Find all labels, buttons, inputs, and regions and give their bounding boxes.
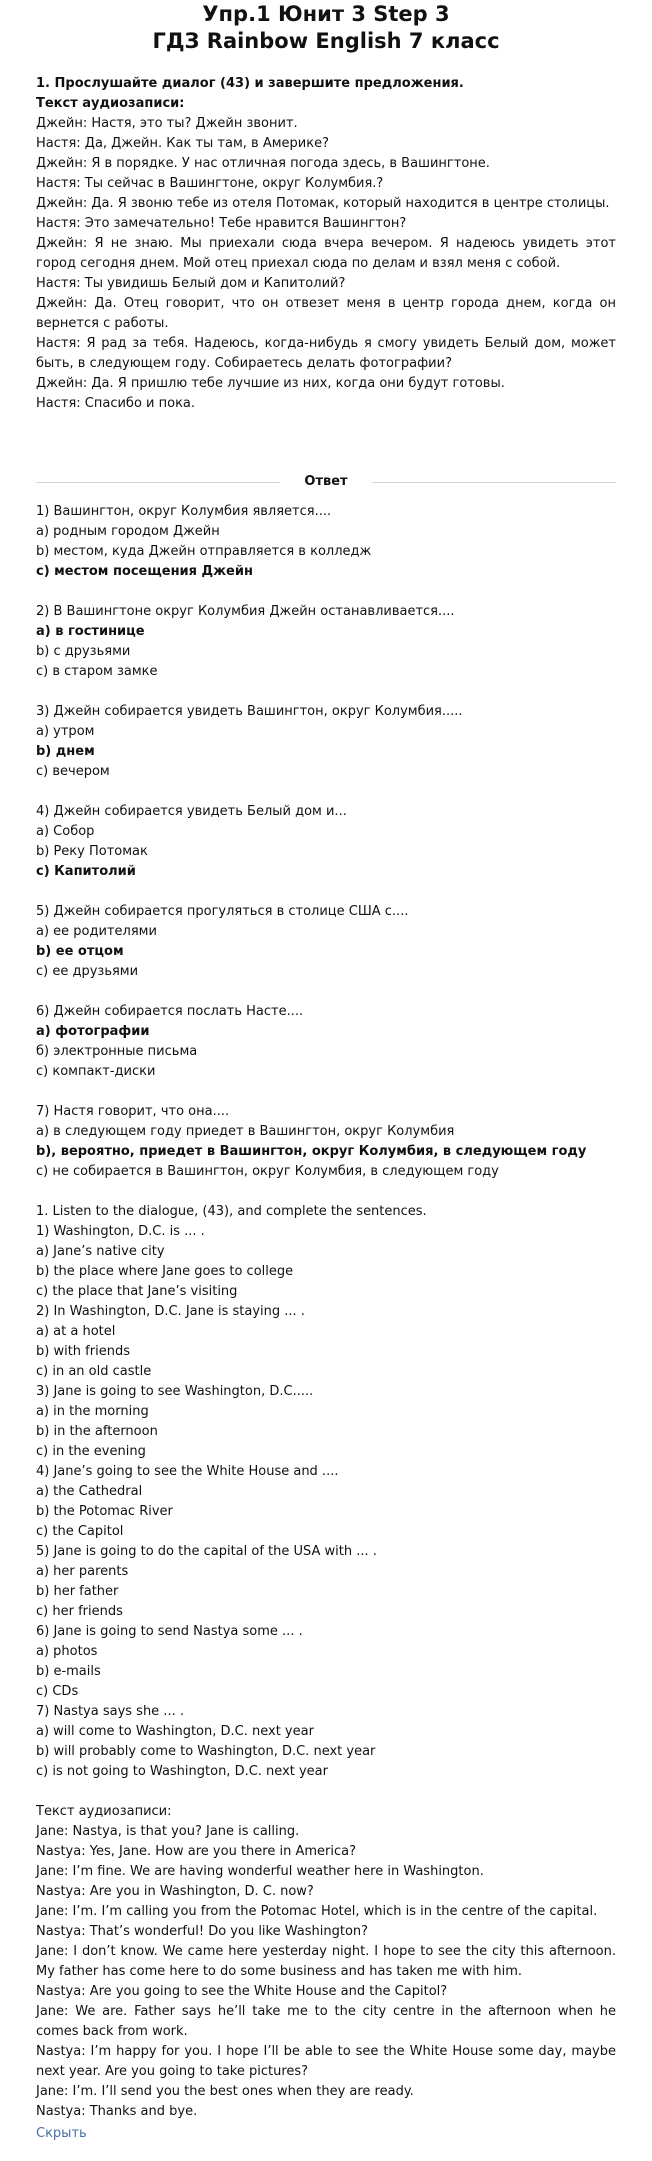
english-task-line: 7) Nastya says she ... . [36,1704,184,1719]
english-transcript-lines [36,1822,616,2122]
english-task-line: a) the Cathedral [36,1484,143,1499]
question-group [36,602,616,682]
answer-option: a) Собор [36,824,95,839]
english-task-line: 5) Jane is going to do the capital of the USA with ... . [36,1544,377,1559]
english-task-line: a) at a hotel [36,1324,116,1339]
english-task-line: a) her parents [36,1564,129,1579]
correct-answer-option: b) днем [36,744,95,759]
answer-option: b) с друзьями [36,644,131,659]
english-task-line: 1. Listen to the dialogue, (43), and complete the sentences. [36,1204,427,1219]
question-text: 3) Джейн собирается увидеть Вашингтон, округ Колумбия..... [36,704,463,719]
dialogue-line: Джейн: Да. Я пришлю тебе лучшие из них, когда они будут готовы. [36,376,505,391]
answers-ru [36,502,616,1182]
dialogue-line: Настя: Я рад за тебя. Надеюсь, когда-нибудь я смогу увидеть Белый дом, может быть, в следующем году. Собираетесь делать фотографии? [36,336,616,371]
dialogue-line: Джейн: Я не знаю. Мы приехали сюда вчера вечером. Я надеюсь увидеть этот город сегодня днем. Мой отец приехал сюда по делам и взял меня с собой. [36,236,616,271]
answer-option: a) родным городом Джейн [36,524,220,539]
correct-answer-option: b) ее отцом [36,944,124,959]
english-task-line: 1) Washington, D.C. is ... . [36,1224,205,1239]
page-title: Упр.1 Юнит 3 Step 3 [202,2,450,26]
correct-answer-option: c) местом посещения Джейн [36,564,253,579]
english-task-line: b) will probably come to Washington, D.C. next year [36,1744,376,1759]
task-section [36,74,616,414]
answer-option: c) вечером [36,764,110,779]
english-dialogue-line: Jane: I’m. I’m calling you from the Potomac Hotel, which is in the centre of the capital. [36,1904,598,1919]
answer-label: Ответ [304,474,348,489]
correct-answer-option: a) в гостинице [36,624,145,639]
question-text: 2) В Вашингтоне округ Колумбия Джейн останавливается.... [36,604,455,619]
question-group [36,1002,616,1082]
english-task [36,1202,616,1782]
english-task-line: a) photos [36,1644,98,1659]
english-task-line: 4) Jane’s going to see the White House and .... [36,1464,339,1479]
english-task-line: b) in the afternoon [36,1424,158,1439]
english-dialogue-line: Nastya: I’m happy for you. I hope I’ll be able to see the White House some day, maybe next year. Are you going to take pictures? [36,2044,616,2079]
answer-option: b) Реку Потомак [36,844,148,859]
question-group [36,702,616,782]
task-heading: 1. Прослушайте диалог (43) и завершите предложения. [36,76,464,91]
english-task-line: a) Jane’s native city [36,1244,165,1259]
question-group [36,502,616,582]
english-task-line: 3) Jane is going to see Washington, D.C..... [36,1384,314,1399]
correct-answer-option: a) фотографии [36,1024,150,1039]
title-block [36,0,616,54]
question-text: 5) Джейн собирается прогуляться в столице США с.... [36,904,409,919]
dialogue-line: Настя: Это замечательно! Тебе нравится Вашингтон? [36,216,407,231]
page-subtitle: ГДЗ Rainbow English 7 класс [152,29,500,53]
answer-option: b) местом, куда Джейн отправляется в колледж [36,544,372,559]
dialogue-line: Настя: Ты сейчас в Вашингтоне, округ Колумбия.? [36,176,384,191]
english-task-line: 6) Jane is going to send Nastya some ... . [36,1624,303,1639]
dialogue-line: Джейн: Да. Отец говорит, что он отвезет меня в центр города днем, когда он вернется с работы. [36,296,616,331]
english-dialogue-line: Jane: I don’t know. We came here yesterday night. I hope to see the city this afternoon. My father has come here to do some business and has taken me with him. [36,1944,616,1979]
english-dialogue-line: Nastya: Are you going to see the White House and the Capitol? [36,1984,448,1999]
english-dialogue-line: Jane: We are. Father says he’ll take me to the city centre in the afternoon when he comes back from work. [36,2004,616,2039]
english-task-line: b) e-mails [36,1664,101,1679]
english-task-line: b) the Potomac River [36,1504,173,1519]
divider-rule-left [36,482,280,483]
answer-option: c) ее друзьями [36,964,139,979]
english-dialogue-line: Jane: I’m. I’ll send you the best ones when they are ready. [36,2084,414,2099]
transcript-label: Текст аудиозаписи: [36,96,185,111]
english-task-line: a) in the morning [36,1404,149,1419]
question-text: 4) Джейн собирается увидеть Белый дом и... [36,804,347,819]
answer-option: a) в следующем году приедет в Вашингтон, округ Колумбия [36,1124,455,1139]
question-text: 7) Настя говорит, что она.... [36,1104,230,1119]
question-group [36,902,616,982]
hide-link[interactable]: Скрыть [36,2126,87,2141]
english-task-line: c) CDs [36,1684,79,1699]
english-task-line: b) with friends [36,1344,130,1359]
correct-answer-option: c) Капитолий [36,864,136,879]
answer-option: a) утром [36,724,95,739]
english-transcript [36,1802,616,2122]
english-task-line: c) in an old castle [36,1364,152,1379]
question-group [36,1102,616,1182]
english-dialogue-line: Nastya: Yes, Jane. How are you there in America? [36,1844,356,1859]
english-dialogue-line: Nastya: Thanks and bye. [36,2104,198,2119]
english-dialogue-line: Nastya: That’s wonderful! Do you like Washington? [36,1924,369,1939]
english-transcript-label: Текст аудиозаписи: [36,1804,172,1819]
english-dialogue-line: Jane: I’m fine. We are having wonderful weather here in Washington. [36,1864,484,1879]
english-dialogue-line: Nastya: Are you in Washington, D. C. now? [36,1884,314,1899]
answer-option: a) ее родителями [36,924,157,939]
answer-option: c) не собирается в Вашингтон, округ Колумбия, в следующем году [36,1164,499,1179]
dialogue-line: Настя: Да, Джейн. Как ты там, в Америке? [36,136,329,151]
english-task-line: c) the Capitol [36,1524,124,1539]
english-task-line: 2) In Washington, D.C. Jane is staying ... . [36,1304,305,1319]
answer-option: c) компакт-диски [36,1064,156,1079]
dialogue-line: Настя: Спасибо и пока. [36,396,196,411]
english-task-line: c) is not going to Washington, D.C. next year [36,1764,328,1779]
english-task-line: a) will come to Washington, D.C. next year [36,1724,314,1739]
dialogue-line: Джейн: Настя, это ты? Джейн звонит. [36,116,298,131]
dialogue-line: Джейн: Да. Я звоню тебе из отеля Потомак, который находится в центре столицы. [36,196,610,211]
answer-option: c) в старом замке [36,664,158,679]
english-task-line: b) the place where Jane goes to college [36,1264,294,1279]
answer-option: б) электронные письма [36,1044,198,1059]
divider-rule-right [372,482,616,483]
english-dialogue-line: Jane: Nastya, is that you? Jane is calling. [36,1824,300,1839]
english-task-line: c) in the evening [36,1444,146,1459]
dialogue-line: Настя: Ты увидишь Белый дом и Капитолий? [36,276,346,291]
english-task-line: c) the place that Jane’s visiting [36,1284,238,1299]
question-text: 6) Джейн собирается послать Насте.... [36,1004,304,1019]
english-task-line: b) her father [36,1584,119,1599]
correct-answer-option: b), вероятно, приедет в Вашингтон, округ Колумбия, в следующем году [36,1144,587,1159]
question-text: 1) Вашингтон, округ Колумбия является.... [36,504,332,519]
question-group [36,802,616,882]
english-task-line: c) her friends [36,1604,123,1619]
dialogue-ru [36,114,616,414]
answer-divider [36,472,616,492]
dialogue-line: Джейн: Я в порядке. У нас отличная погода здесь, в Вашингтоне. [36,156,490,171]
